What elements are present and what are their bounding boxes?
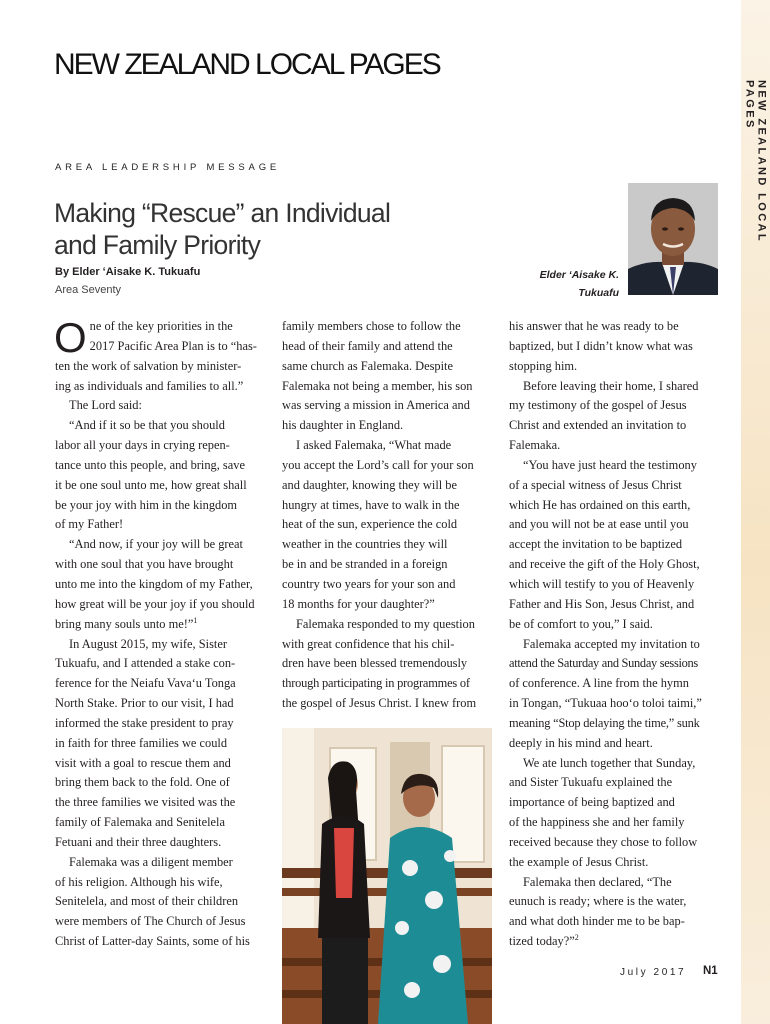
text-line: of my Father! xyxy=(55,517,124,532)
text-line: country two years for your son and xyxy=(282,576,456,591)
text-line: tance unto this people, and bring, save xyxy=(55,457,245,472)
text-line: 2017 Pacific Area Plan is to “has- xyxy=(89,338,257,353)
text-line: Father and His Son, Jesus Christ, and xyxy=(509,596,695,611)
text-line: through participating in programmes of xyxy=(282,676,470,691)
article-column-1 xyxy=(54,314,269,952)
paragraph xyxy=(54,314,269,396)
text-line: eunuch is ready; where is the water, xyxy=(509,894,687,909)
article-column-2 xyxy=(282,317,496,714)
text-line: Falemaka then declared, “The xyxy=(523,874,672,889)
text-line: and receive the gift of the Holy Ghost, xyxy=(509,557,700,572)
text-line: Christ and extended an invitation to xyxy=(509,418,687,433)
text-line: the three families we visited was the xyxy=(55,795,236,810)
text-line: meaning “Stop delaying the time,” sunk xyxy=(509,715,700,730)
text-line: you accept the Lord’s call for your son xyxy=(282,457,474,472)
text-line: it be one soul unto me, how great shall xyxy=(55,477,247,492)
text-line: informed the stake president to pray xyxy=(55,715,234,730)
paragraph xyxy=(282,615,496,714)
text-line: were members of The Church of Jesus xyxy=(55,914,246,929)
text-line: which will testify to you of Heavenly xyxy=(509,576,695,591)
text-line: of the happiness she and her family xyxy=(509,815,685,830)
drop-cap: O xyxy=(54,314,87,361)
text-line: head of their family and attend the xyxy=(282,338,453,353)
text-line: baptized, but I didn’t know what was xyxy=(509,338,693,353)
text-line: “And if it so be that you should xyxy=(69,418,225,433)
text-line: labor all your days in crying repen- xyxy=(55,438,230,453)
portrait-caption-line-2: Tukuafu xyxy=(578,287,619,299)
text-line: 18 months for your daughter?” xyxy=(282,596,435,611)
article-column-3 xyxy=(509,317,723,952)
text-line: hungry at times, have to walk in the xyxy=(282,497,460,512)
paragraph xyxy=(509,317,723,377)
paragraph xyxy=(55,853,269,952)
footnote-marker: 1 xyxy=(193,615,198,625)
text-line: in Tongan, “Tukuaa hooʻo toloi taimi,” xyxy=(509,696,702,711)
text-line: of a special witness of Jesus Christ xyxy=(509,477,682,492)
text-line: bring many souls unto me!” xyxy=(55,616,194,631)
text-line: In August 2015, my wife, Sister xyxy=(69,636,227,651)
text-line: Falemaka not being a member, his son xyxy=(282,378,473,393)
paragraph xyxy=(282,317,496,436)
text-line: my testimony of the gospel of Jesus xyxy=(509,398,687,413)
text-line: be in and be stranded in a foreign xyxy=(282,557,448,572)
text-line: of his religion. Although his wife, xyxy=(55,874,223,889)
text-line: dren have been blessed tremendously xyxy=(282,656,468,671)
text-line: Christ of Latter-day Saints, some of his xyxy=(55,934,250,949)
text-line: I asked Falemaka, “What made xyxy=(296,438,452,453)
text-line: same church as Falemaka. Despite xyxy=(282,358,453,373)
text-line: ference for the Neiafu Vavaʻu Tonga xyxy=(55,676,236,691)
paragraph xyxy=(509,377,723,456)
article-title xyxy=(54,197,474,261)
text-line: bring them back to the fold. One of xyxy=(55,775,230,790)
text-line: and you will not be at ease until you xyxy=(509,517,689,532)
author-portrait-photo xyxy=(628,183,718,295)
text-line: tized today?” xyxy=(509,934,575,949)
photo-illustration xyxy=(282,728,492,1024)
text-line: and what doth hinder me to be bap- xyxy=(509,914,685,929)
text-line: deeply in his mind and heart. xyxy=(509,735,653,750)
text-line: how great will be your joy if you should xyxy=(55,596,255,611)
paragraph xyxy=(55,535,269,634)
text-line: North Stake. Prior to our visit, I had xyxy=(55,696,234,711)
paragraph xyxy=(509,456,723,635)
paragraph xyxy=(509,635,723,754)
text-line: attend the Saturday and Sunday sessions xyxy=(509,656,698,671)
article-byline: By Elder ʻAisake K. Tukuafu xyxy=(55,266,201,278)
text-line: and daughter, knowing they will be xyxy=(282,477,457,492)
text-line: Falemaka. xyxy=(509,438,561,453)
text-line: his daughter in England. xyxy=(282,418,404,433)
text-line: ten the work of salvation by minister- xyxy=(55,358,242,373)
text-line: Falemaka responded to my question xyxy=(296,616,475,631)
text-line: which He has ordained on this earth, xyxy=(509,497,691,512)
text-line: Tukuafu, and I attended a stake con- xyxy=(55,656,236,671)
text-line: importance of being baptized and xyxy=(509,795,675,810)
text-line: Falemaka accepted my invitation to xyxy=(523,636,700,651)
footer-issue-date: July 2017 xyxy=(620,967,687,978)
text-line: family members chose to follow the xyxy=(282,319,461,333)
text-line: Senitelela, and most of their children xyxy=(55,894,239,909)
text-line: Fetuani and their three daughters. xyxy=(55,834,222,849)
paragraph xyxy=(55,396,269,416)
text-line: ne of the key priorities in the xyxy=(89,319,233,333)
text-line: be of comfort to you,” I said. xyxy=(509,616,653,631)
paragraph xyxy=(55,416,269,535)
paragraph xyxy=(509,873,723,952)
text-line: “And now, if your joy will be great xyxy=(69,537,244,552)
text-line: with one soul that you have brought xyxy=(55,557,234,572)
section-header-title: NEW ZEALAND LOCAL PAGES xyxy=(54,48,440,81)
portrait-illustration xyxy=(628,183,718,295)
text-line: and Sister Tukuafu explained the xyxy=(509,775,673,790)
footer-page-number: N1 xyxy=(703,965,718,977)
text-line: We ate lunch together that Sunday, xyxy=(523,755,696,770)
article-byline-role: Area Seventy xyxy=(55,284,122,296)
text-line: with great confidence that his chil- xyxy=(282,636,455,651)
text-line: stopping him. xyxy=(509,358,578,373)
article-kicker: AREA LEADERSHIP MESSAGE xyxy=(55,162,281,173)
paragraph xyxy=(55,635,269,853)
text-line: his answer that he was ready to be xyxy=(509,319,679,333)
portrait-caption-line-1: Elder ʻAisake K. xyxy=(539,269,619,281)
text-line: in faith for three families we could xyxy=(55,735,228,750)
paragraph xyxy=(282,436,496,615)
article-title-line-1: Making “Rescue” an Individual xyxy=(54,198,391,228)
footnote-marker: 2 xyxy=(574,933,579,943)
article-title-line-2: and Family Priority xyxy=(54,230,261,260)
text-line: visit with a goal to rescue them and xyxy=(55,755,231,770)
text-line: of conference. A line from the hymn xyxy=(509,676,689,691)
text-line: weather in the countries they will xyxy=(282,537,448,552)
text-line: was serving a mission in America and xyxy=(282,398,470,413)
text-line: “You have just heard the testimony xyxy=(523,457,697,472)
text-line: The Lord said: xyxy=(69,398,142,413)
text-line: the gospel of Jesus Christ. I knew from xyxy=(282,696,477,711)
text-line: the example of Jesus Christ. xyxy=(509,854,649,869)
paragraph xyxy=(509,754,723,873)
text-line: accept the invitation to be baptized xyxy=(509,537,683,552)
text-line: received because they chose to follow xyxy=(509,834,698,849)
text-line: unto me into the kingdom of my Father, xyxy=(55,576,253,591)
text-line: Before leaving their home, I shared xyxy=(523,378,699,393)
article-photo xyxy=(282,728,492,1024)
text-line: family of Falemaka and Senitelela xyxy=(55,815,225,830)
portrait-caption xyxy=(520,266,619,302)
text-line: ing as individuals and families to all.” xyxy=(55,378,244,393)
text-line: Falemaka was a diligent member xyxy=(69,854,233,869)
text-line: be your joy with him in the kingdom xyxy=(55,497,238,512)
side-section-label: NEW ZEALAND LOCAL PAGES xyxy=(743,80,768,243)
text-line: heat of the sun, experience the cold xyxy=(282,517,458,532)
